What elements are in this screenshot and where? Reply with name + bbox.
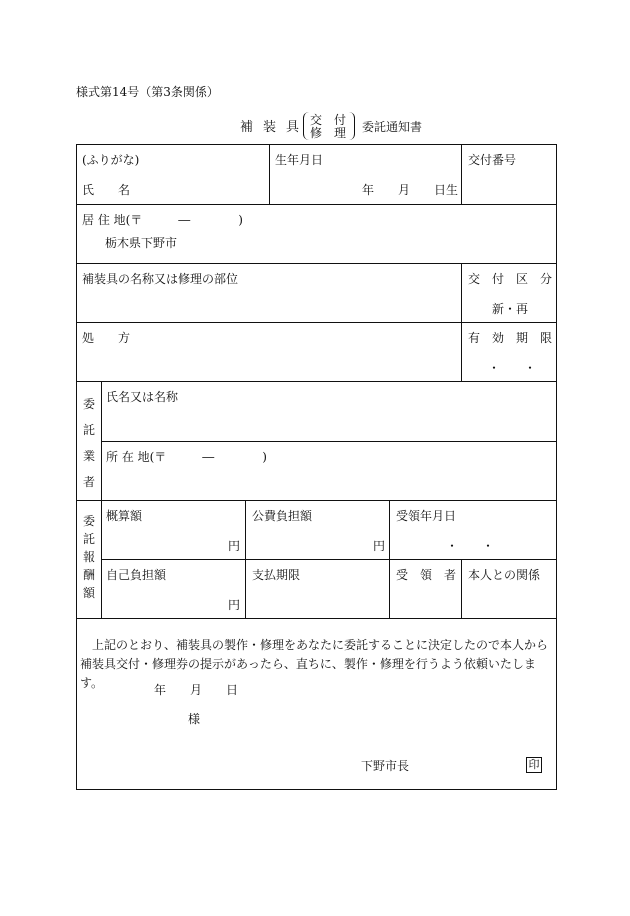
contractor-name-label: 氏名又は名称 [106,390,179,404]
col-divider-category [461,263,462,381]
document-title [240,112,500,142]
col-divider-issue [461,144,462,204]
row-divider-7 [101,559,557,560]
notice-date: 年 月 日 [154,683,239,697]
col-divider-side [101,381,102,618]
title-bracket [303,112,359,140]
row-divider-2 [76,263,557,264]
row-divider-4 [76,381,557,382]
contractor-side-label: 委 託 業 者 [82,397,95,489]
receipt-date-label: 受領年月日 [396,509,457,523]
col-divider-birth [269,144,270,204]
device-name-label: 補装具の名称又は修理の部位 [82,272,239,286]
title-bracket-top: 交付 [310,113,359,127]
prescription-label: 処 方 [82,331,131,345]
row-divider-3 [76,322,557,323]
public-burden-label: 公費負担額 [252,509,313,523]
birth-date-units: 年 月 日生 [362,183,459,197]
address-value: 栃木県下野市 [105,236,178,250]
category-label: 交 付 区 分 [468,272,553,286]
contractor-address-label: 所 在 地(〒 ― ) [106,450,267,464]
estimate-yen: 円 [228,539,241,553]
estimate-label: 概算額 [106,509,143,523]
row-divider-1 [76,204,557,205]
issue-number-label: 交付番号 [468,153,517,167]
address-label: 居 住 地(〒 ― ) [82,213,243,227]
col-divider-fee-2 [389,500,390,618]
category-value: 新・再 [492,302,529,316]
relation-label: 本人との関係 [468,568,541,582]
addressee-suffix: 様 [188,712,201,726]
title-prefix: 補装具 [240,120,310,135]
public-burden-yen: 円 [373,539,386,553]
row-divider-6 [76,500,557,501]
fee-side-label: 委 託 報 酬 額 [82,514,95,600]
payment-due-label: 支払期限 [252,568,301,582]
form-number: 様式第14号（第3条関係） [76,85,219,99]
self-burden-label: 自己負担額 [106,568,167,582]
furigana-label: (ふりがな) [82,153,140,167]
mayor-label: 下野市長 [361,759,410,773]
seal-stamp: 印 [526,757,542,773]
col-divider-fee-1 [245,500,246,618]
receiver-label: 受 領 者 [396,568,457,582]
validity-value: ・ ・ [488,361,537,375]
row-divider-5 [101,441,557,442]
notice-text: 上記のとおり、補装具の製作・修理をあなたに委託することに決定したので本人から補装具交付・修理券の提示があったら、直ちに、製作・修理を行うよう依頼いたします。 [80,638,549,690]
validity-label: 有 効 期 限 [468,331,553,345]
name-label: 氏 名 [82,183,131,197]
birth-date-label: 生年月日 [275,153,324,167]
receipt-date-value: ・ ・ [446,539,495,553]
col-divider-fee-3 [461,559,462,618]
row-divider-8 [76,618,557,619]
title-bracket-bottom: 修理 [310,126,359,140]
title-suffix: 委託通知書 [362,120,423,134]
self-burden-yen: 円 [228,598,241,612]
